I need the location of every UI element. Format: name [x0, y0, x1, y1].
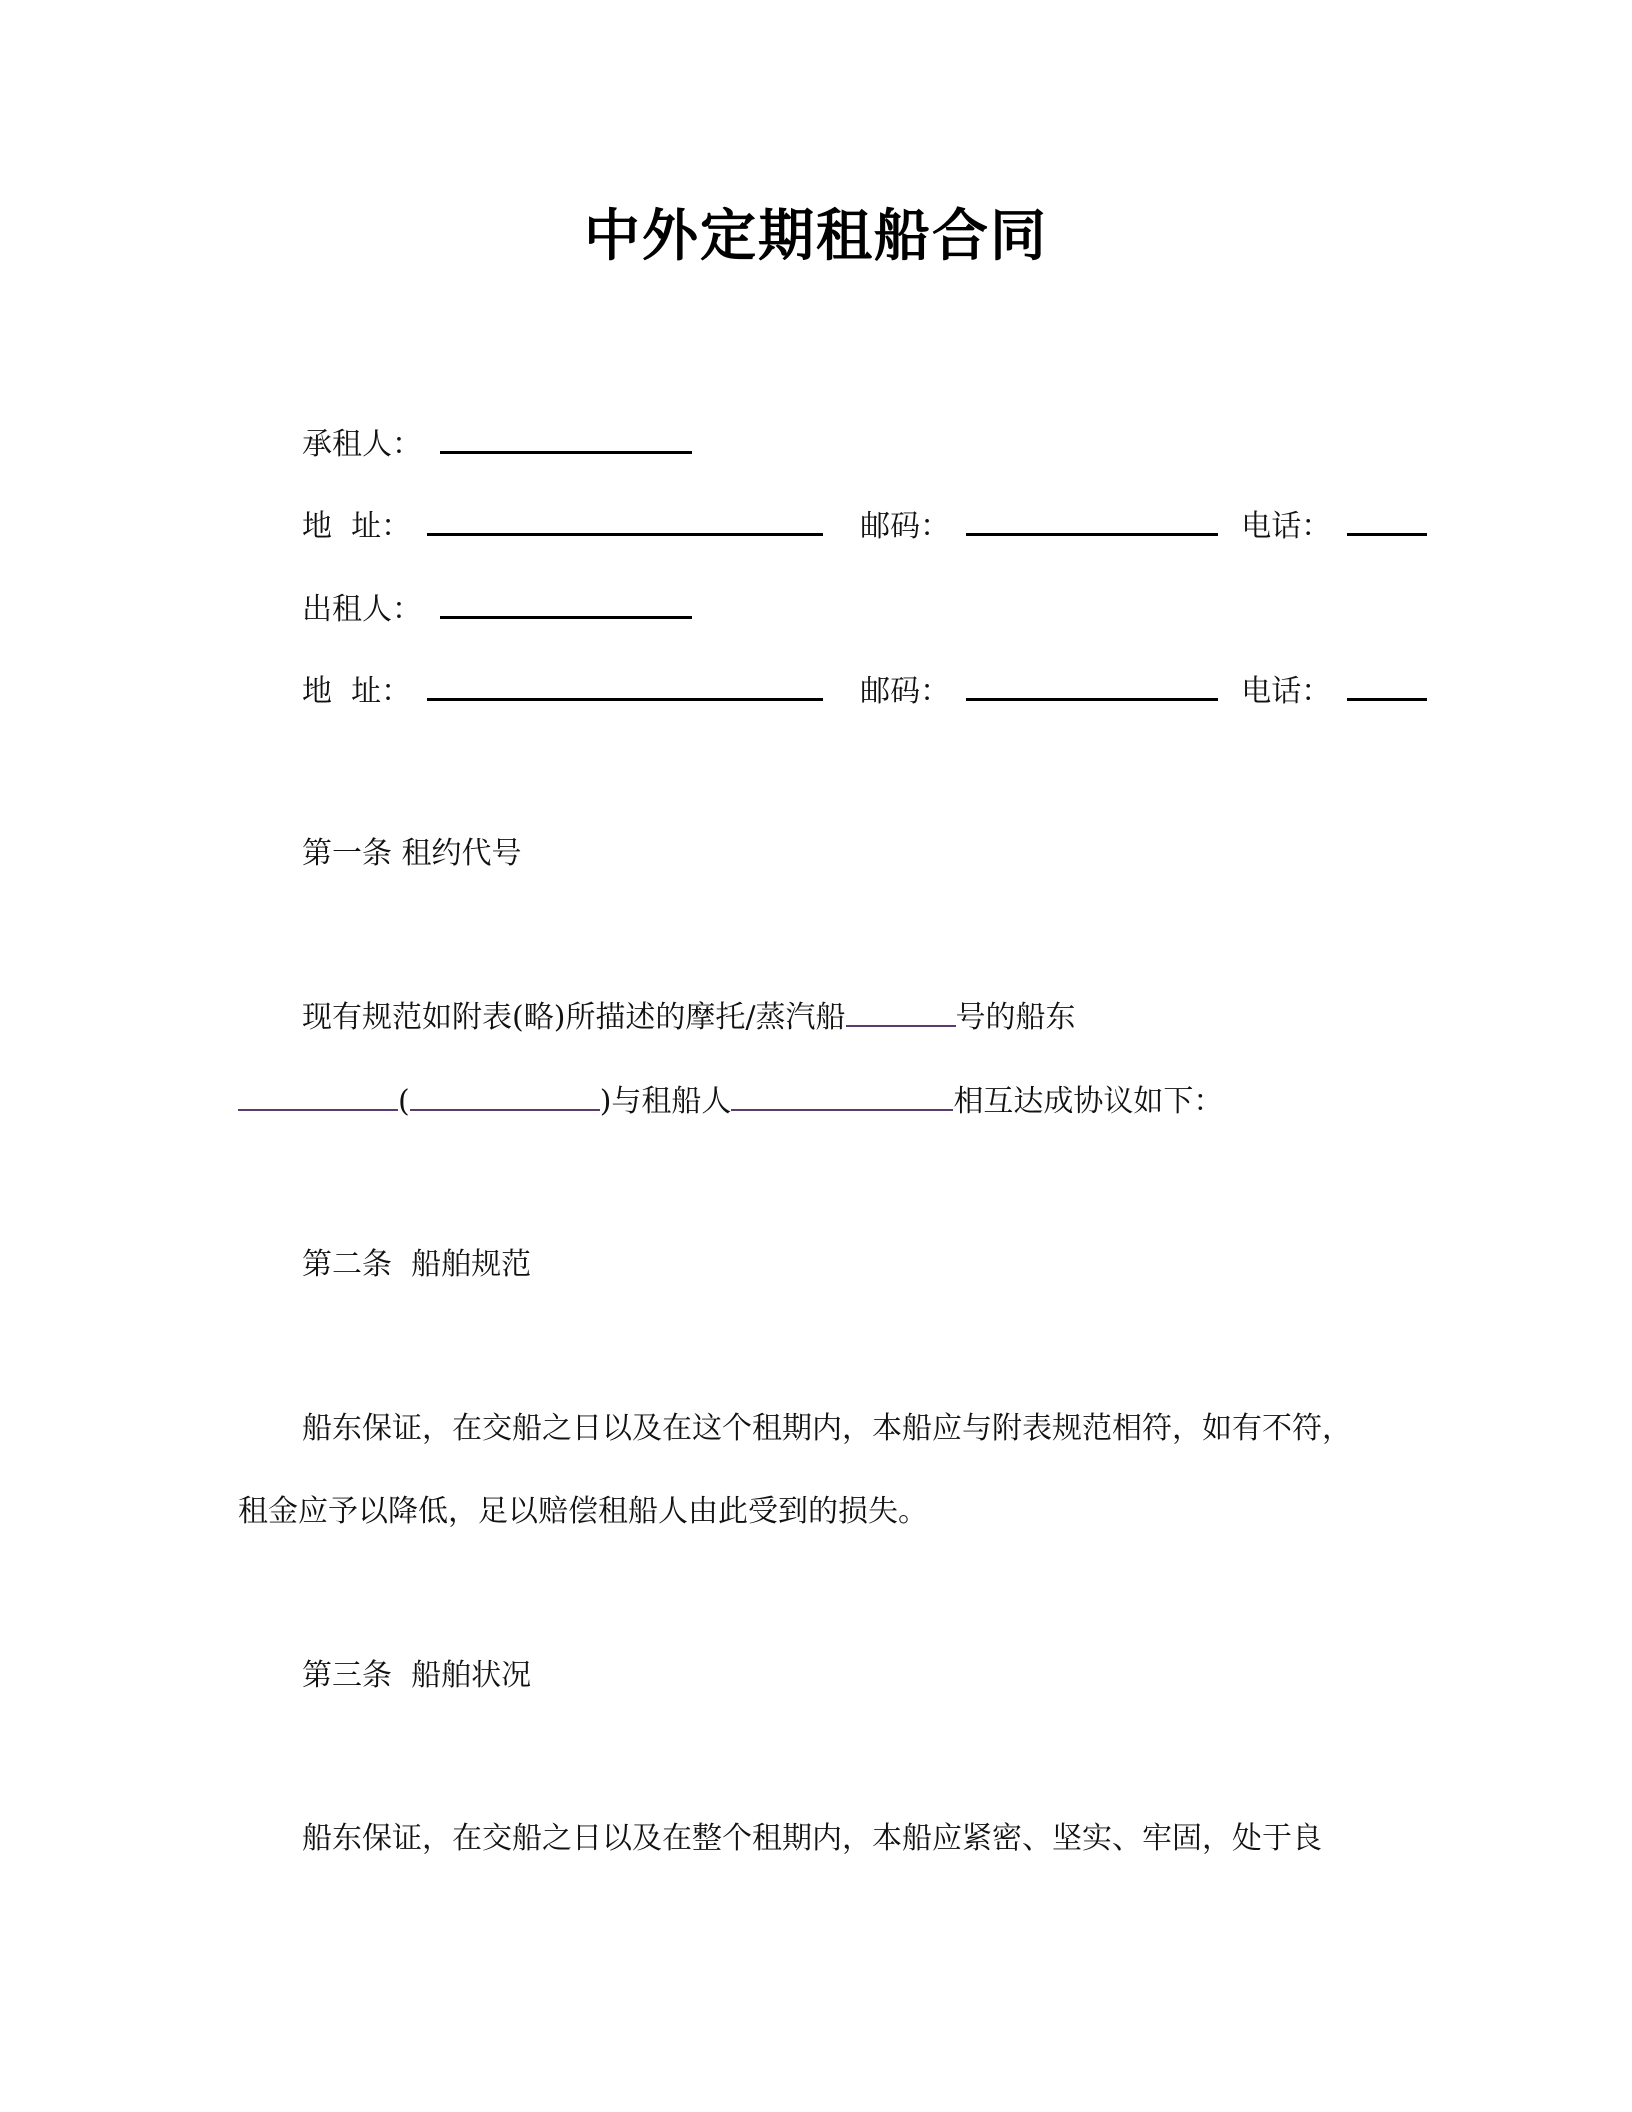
lessee-field[interactable]	[440, 427, 692, 454]
lessee-address-row	[302, 507, 1427, 547]
article2-heading: 第二条 船舶规范	[302, 1247, 532, 1282]
article1-text-charterer: )与租船人	[599, 1084, 732, 1119]
lessee-phone-label: 电话：	[1241, 509, 1332, 544]
lessee-postcode-label: 邮码：	[860, 509, 951, 544]
article1-heading: 第一条 租约代号	[302, 836, 522, 871]
lessee-row	[302, 425, 692, 465]
lessor-field[interactable]	[440, 592, 692, 619]
lessor-phone-field[interactable]	[1347, 674, 1427, 701]
lessee-label: 承租人：	[302, 427, 422, 462]
lessor-address-label: 地 址：	[302, 674, 412, 709]
article1-line1	[302, 998, 1076, 1038]
ship-number-field[interactable]	[846, 1001, 956, 1027]
lessor-address-field[interactable]	[427, 674, 823, 701]
article1-text-b: 号的船东	[955, 1000, 1076, 1035]
article3-line1: 船东保证，在交船之日以及在整个租期内，本船应紧密、坚实、牢固，处于良	[302, 1821, 1322, 1856]
lessee-postcode-field[interactable]	[966, 509, 1218, 536]
lessee-address-label: 地 址：	[302, 509, 412, 544]
article1-text-paren-open: (	[398, 1084, 410, 1119]
article3-heading: 第三条 船舶状况	[302, 1658, 532, 1693]
article1-text-a: 现有规范如附表(略)所描述的摩托/蒸汽船	[302, 1000, 846, 1035]
article2-line2: 租金应予以降低，足以赔偿租船人由此受到的损失。	[238, 1494, 928, 1529]
charterer-field[interactable]	[731, 1085, 953, 1111]
shipowner-field[interactable]	[238, 1085, 398, 1111]
lessor-phone-label: 电话：	[1241, 674, 1332, 709]
lessor-address-row	[302, 672, 1427, 712]
article1-text-agree: 相互达成协议如下：	[953, 1084, 1224, 1119]
lessor-postcode-field[interactable]	[966, 674, 1218, 701]
document-title: 中外定期租船合同	[584, 204, 1048, 269]
lessee-address-field[interactable]	[427, 509, 823, 536]
lessor-label: 出租人：	[302, 592, 422, 627]
article1-line2	[238, 1082, 1223, 1122]
lessor-row	[302, 590, 692, 630]
lessor-postcode-label: 邮码：	[860, 674, 951, 709]
shipowner-detail-field[interactable]	[410, 1085, 600, 1111]
lessee-phone-field[interactable]	[1347, 509, 1427, 536]
article2-line1: 船东保证，在交船之日以及在这个租期内，本船应与附表规范相符，如有不符，	[302, 1411, 1352, 1446]
